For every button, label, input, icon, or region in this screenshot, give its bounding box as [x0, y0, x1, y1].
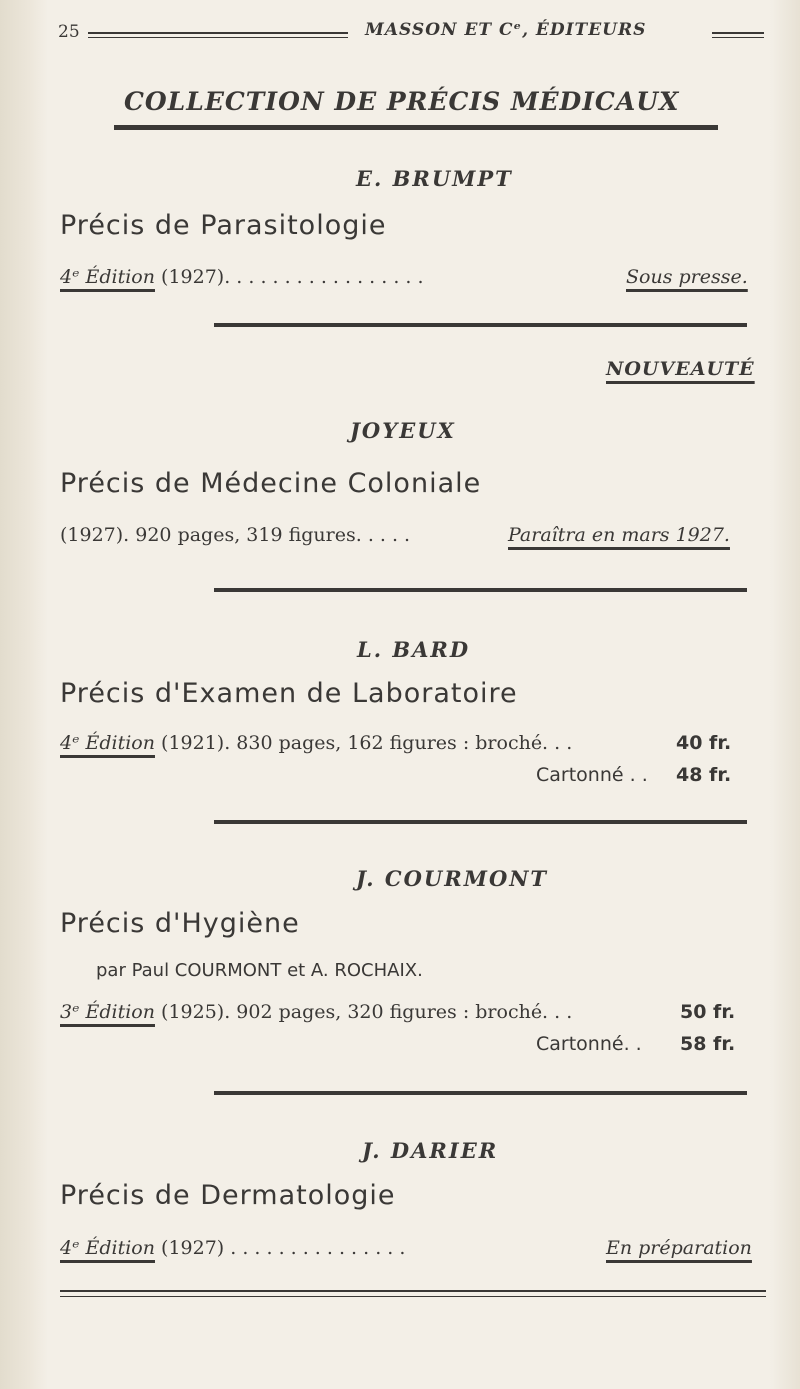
- price-broche: 40 fr.: [676, 732, 732, 754]
- entry-author: E. BRUMPT: [356, 166, 513, 191]
- cartonne-label: Cartonné. .: [536, 1033, 642, 1055]
- entry-details: (1927). . . . . . . . . . . . . . . . .: [161, 266, 424, 288]
- section-rule: [214, 323, 747, 327]
- cartonne-label: Cartonné . .: [536, 764, 648, 786]
- section-rule: [214, 820, 747, 824]
- bottom-rule-2: [60, 1296, 766, 1297]
- header-rule-right-2: [712, 37, 764, 38]
- bottom-rule: [60, 1290, 766, 1292]
- entry-author: JOYEUX: [350, 418, 456, 443]
- section-rule: [214, 1091, 747, 1095]
- price-cartonne: 58 fr.: [680, 1033, 736, 1055]
- entry-info-line: [60, 266, 424, 288]
- entry-edition: 4ᵉ Édition: [60, 732, 155, 754]
- entry-edition: 4ᵉ Édition: [60, 1237, 155, 1259]
- entry-edition: 4ᵉ Édition: [60, 266, 155, 288]
- entry-details: (1925). 902 pages, 320 figures : broché. . .: [161, 1001, 573, 1023]
- collection-title: COLLECTION DE PRÉCIS MÉDICAUX: [124, 87, 680, 116]
- entry-byline: par Paul COURMONT et A. ROCHAIX.: [96, 960, 423, 981]
- header-rule-left: [88, 32, 348, 34]
- entry-edition: 3ᵉ Édition: [60, 1001, 155, 1023]
- entry-status: Paraîtra en mars 1927.: [508, 524, 730, 546]
- header-rule-right: [712, 32, 764, 34]
- page-number: 25: [58, 22, 80, 42]
- entry-details: (1927) . . . . . . . . . . . . . . .: [161, 1237, 406, 1259]
- entry-info-line: [60, 732, 572, 754]
- entry-status: Sous presse.: [626, 266, 748, 288]
- entry-title: Précis d'Examen de Laboratoire: [60, 678, 518, 709]
- price-broche: 50 fr.: [680, 1001, 736, 1023]
- entry-info-line: [60, 1237, 405, 1259]
- entry-author: L. BARD: [357, 637, 471, 662]
- entry-title: Précis de Parasitologie: [60, 210, 387, 241]
- entry-info-line: [60, 1001, 572, 1023]
- entry-author: J. DARIER: [362, 1138, 499, 1163]
- entry-title: Précis de Dermatologie: [60, 1180, 396, 1211]
- entry-status: En préparation: [606, 1237, 752, 1259]
- page-shadow-right: [770, 0, 800, 1389]
- new-badge: NOUVEAUTÉ: [606, 358, 755, 380]
- header-rule-left-2: [88, 37, 348, 38]
- entry-title: Précis de Médecine Coloniale: [60, 468, 482, 499]
- section-rule: [214, 588, 747, 592]
- publisher: MASSON ET Cᵉ, ÉDITEURS: [365, 20, 647, 40]
- entry-details: (1921). 830 pages, 162 figures : broché. . .: [161, 732, 573, 754]
- page-shadow-left: [0, 0, 48, 1389]
- entry-author: J. COURMONT: [356, 866, 549, 891]
- entry-details: (1927). 920 pages, 319 figures. . . . .: [60, 524, 411, 546]
- price-cartonne: 48 fr.: [676, 764, 732, 786]
- collection-rule: [114, 125, 718, 130]
- entry-title: Précis d'Hygiène: [60, 908, 300, 939]
